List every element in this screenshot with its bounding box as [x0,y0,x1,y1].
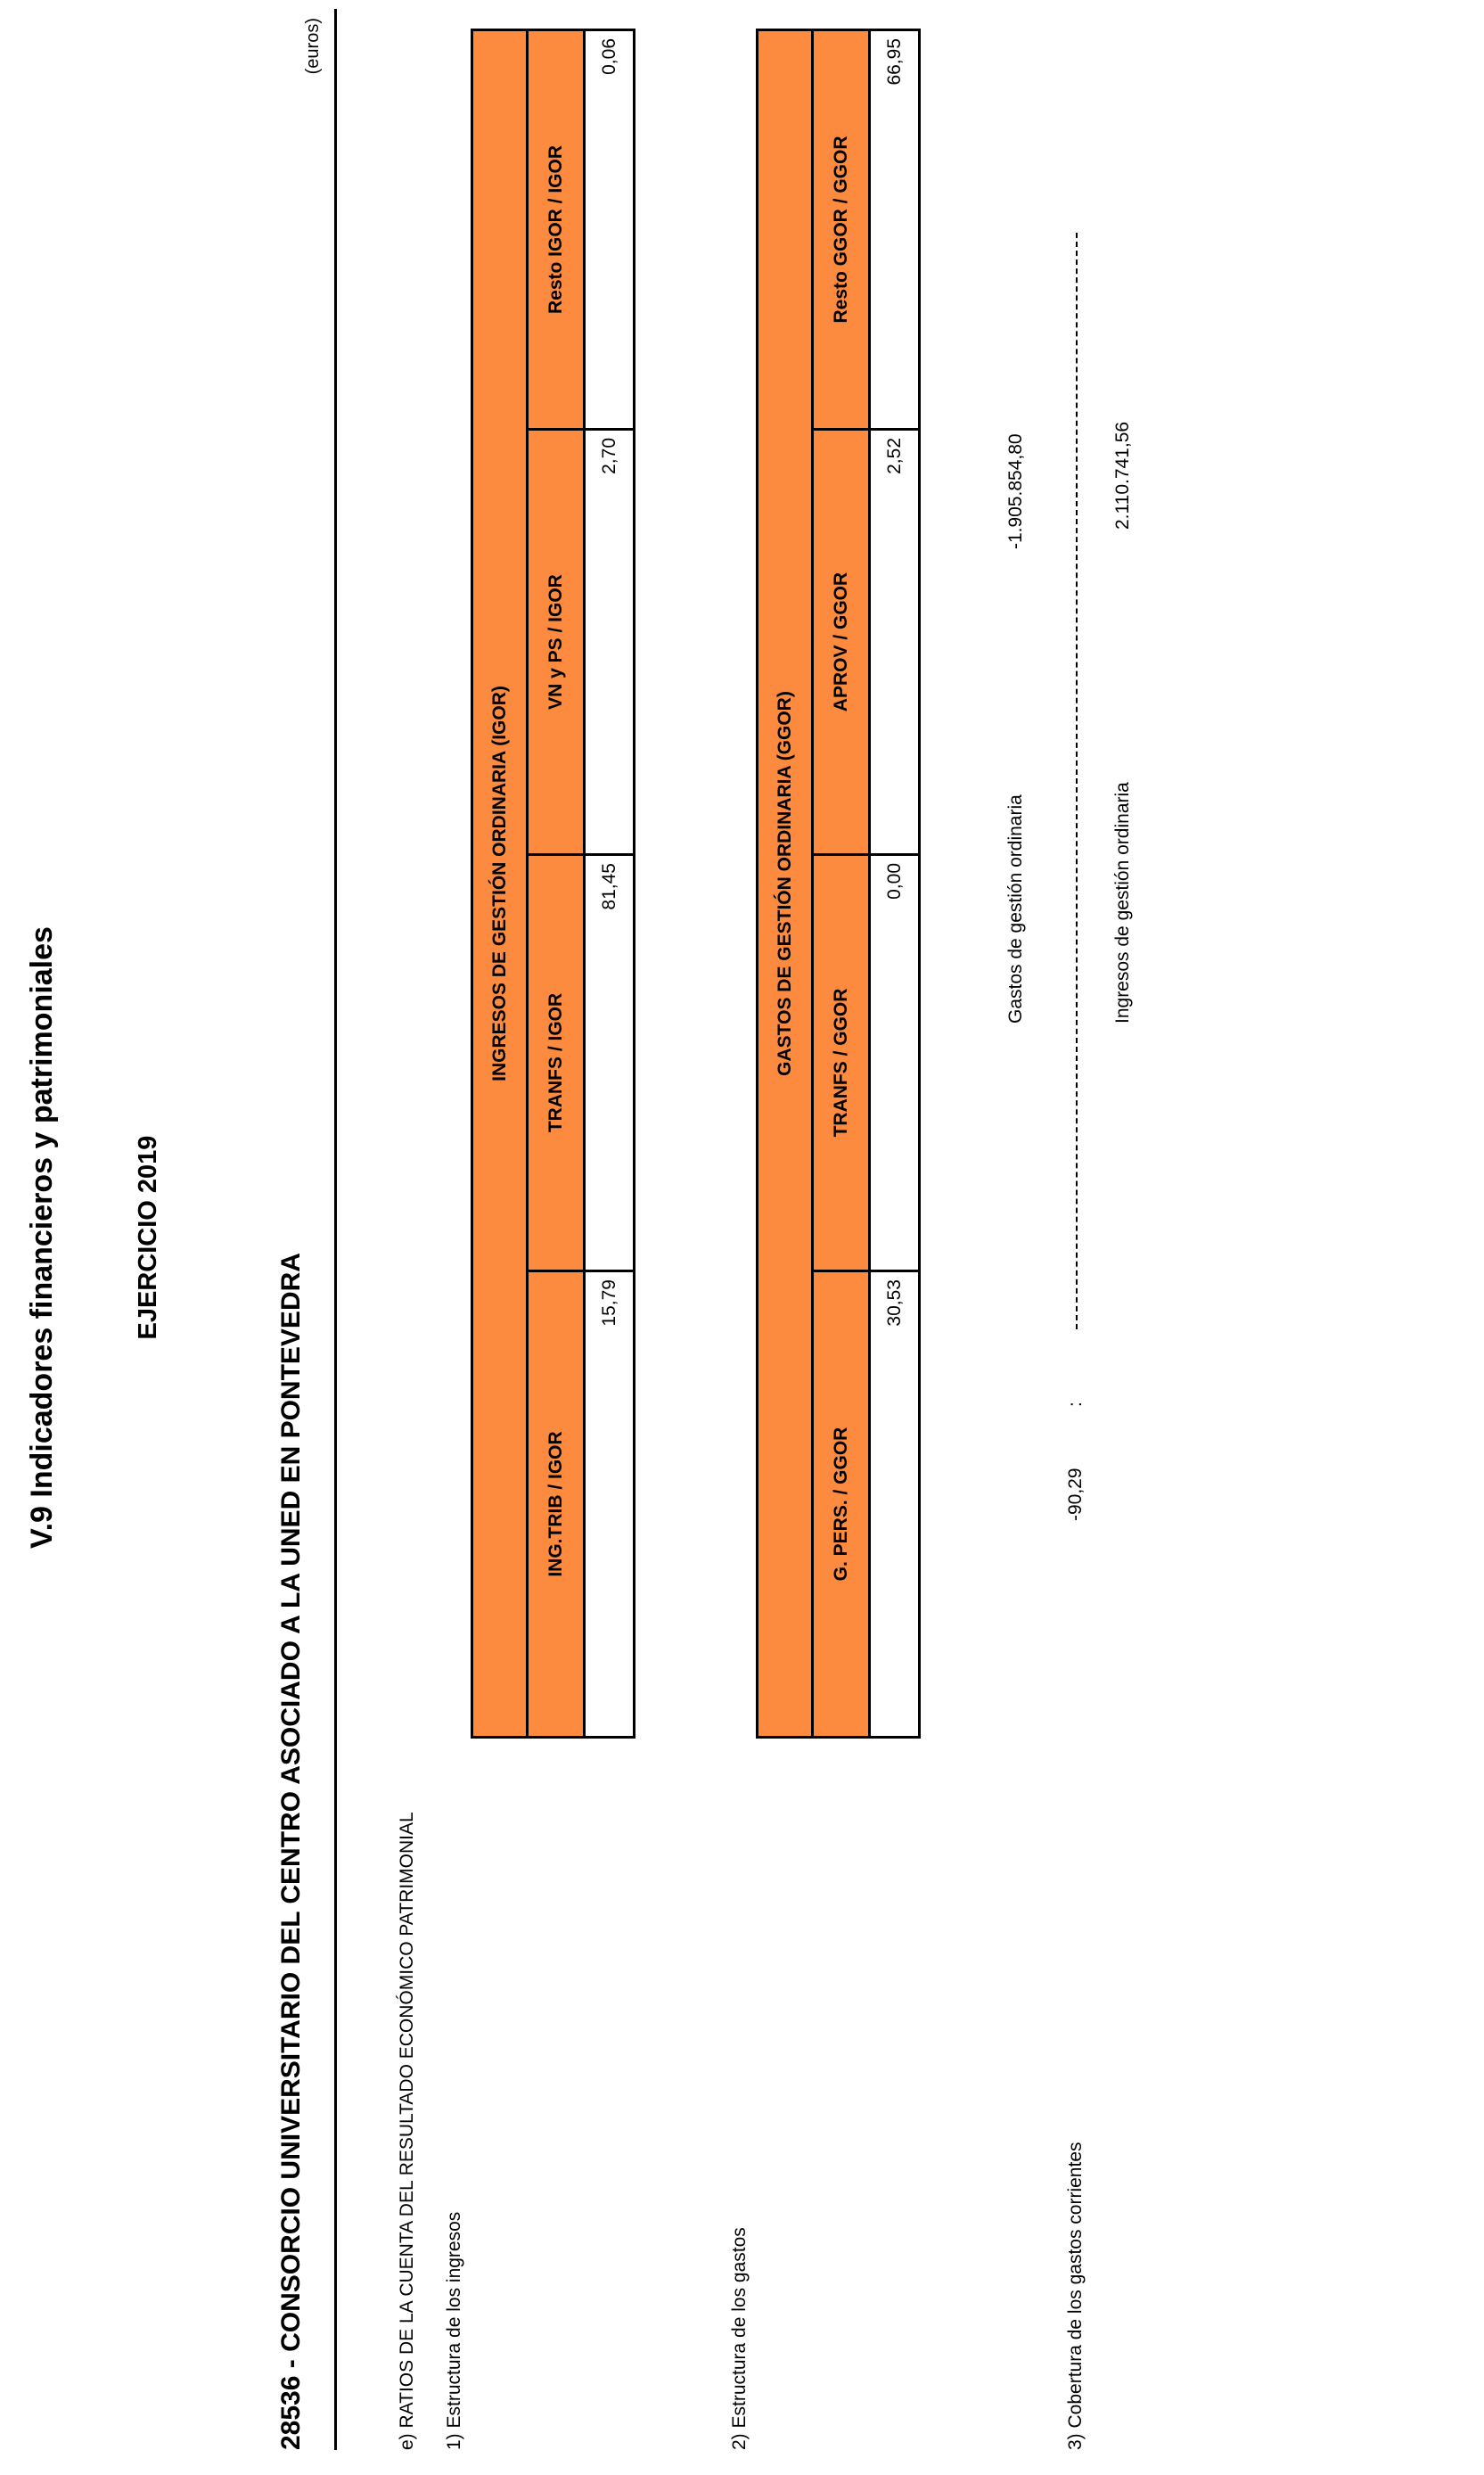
gastos-value: 30,53 [870,1271,920,1738]
ingresos-value: 0,06 [585,30,635,430]
gastos-group-header: GASTOS DE GESTIÓN ORDINARIA (GGOR) [758,29,813,1737]
cobertura-value: -90,29 [1065,1468,1086,1521]
units-label: (euros) [303,18,323,75]
gastos-label: 2) Estructura de los gastos [729,2227,750,2450]
gastos-value: 2,52 [870,430,920,855]
ingresos-group-header: INGRESOS DE GESTIÓN ORDINARIA (IGOR) [472,30,528,1738]
ingresos-col-header: ING.TRIB / IGOR [528,1271,585,1738]
gastos-col-header: Resto GGOR / GGOR [813,29,870,429]
numerator-label: Gastos de gestión ordinaria [1005,794,1026,1024]
gastos-col-header: APROV / GGOR [813,430,870,855]
gastos-table [756,29,921,1739]
page-title: V.9 Indicadores financieros y patrimoniales [25,926,59,1549]
section-title: e) RATIOS DE LA CUENTA DEL RESULTADO ECONÓMICO PATRIMONIAL [397,1812,417,2450]
ingresos-value: 2,70 [585,430,635,855]
denominator-value: 2.110.741,56 [1112,421,1133,530]
ingresos-col-header: TRANFS / IGOR [528,855,585,1271]
entity-name: 28536 - CONSORCIO UNIVERSITARIO DEL CENTRO ASOCIADO A LA UNED EN PONTEVEDRA [276,1253,306,2450]
ingresos-col-header: Resto IGOR / IGOR [528,30,585,430]
cobertura-label: 3) Cobertura de los gastos corrientes [1065,2142,1086,2450]
gastos-col-header: TRANFS / GGOR [813,855,870,1271]
fraction-line [1076,233,1078,1329]
ingresos-col-header: VN y PS / IGOR [528,430,585,855]
cobertura-separator: : [1065,1402,1086,1407]
gastos-value: 0,00 [870,855,920,1271]
ingresos-value: 15,79 [585,1271,635,1738]
denominator-label: Ingresos de gestión ordinaria [1112,782,1133,1024]
ingresos-label: 1) Estructura de los ingresos [444,2211,464,2450]
numerator-value: -1.905.854,80 [1005,433,1026,549]
gastos-value: 66,95 [870,29,920,429]
ingresos-value: 81,45 [585,855,635,1271]
gastos-col-header: G. PERS. / GGOR [813,1271,870,1738]
ingresos-table [471,29,635,1739]
fiscal-year: EJERCICIO 2019 [134,1135,162,1340]
header-rule [334,9,337,2450]
